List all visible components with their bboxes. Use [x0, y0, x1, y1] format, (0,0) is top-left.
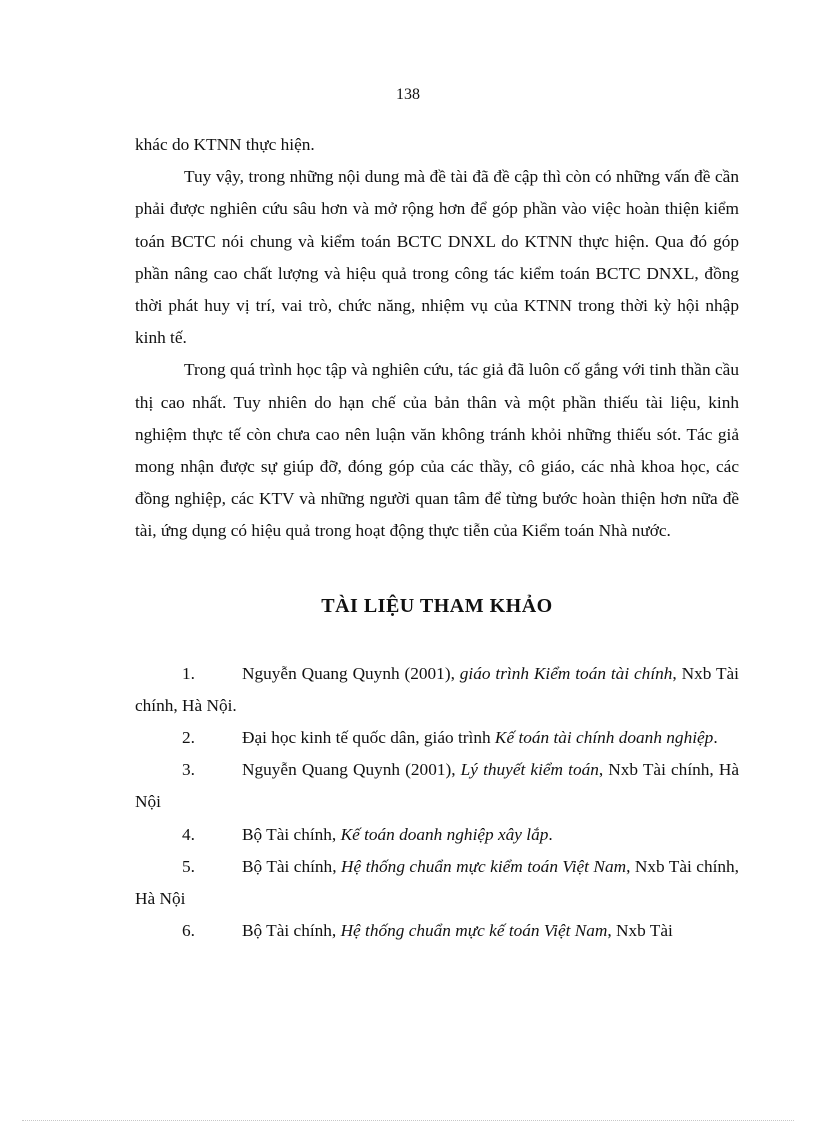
reference-author: Bộ Tài chính,	[242, 824, 341, 844]
reference-title: Kế toán tài chính doanh nghiệp	[494, 728, 714, 748]
reference-publisher: , Nxb Tài	[607, 921, 673, 941]
reference-number: 3.	[182, 760, 195, 780]
reference-number: 5.	[182, 856, 195, 876]
reference-author: Bộ Tài chính,	[242, 921, 341, 941]
document-body	[135, 129, 739, 947]
reference-item	[135, 819, 739, 851]
reference-publisher: .	[548, 824, 553, 844]
reference-number: 4.	[182, 824, 195, 844]
reference-title: Kế toán doanh nghiệp xây lắp	[340, 824, 549, 844]
paragraph-continuation: khác do KTNN thực hiện.	[135, 135, 315, 154]
reference-item	[135, 754, 739, 818]
reference-author: Nguyễn Quang Quynh (2001),	[242, 663, 460, 683]
references-heading: TÀI LIỆU THAM KHẢO	[321, 594, 553, 617]
reference-title: Hệ thống chuẩn mực kế toán Việt Nam	[340, 921, 608, 941]
reference-number: 1.	[182, 663, 195, 683]
page-number: 138	[396, 86, 420, 103]
reference-author: Bộ Tài chính,	[242, 856, 341, 876]
reference-number: 6.	[182, 921, 195, 941]
reference-number: 2.	[182, 728, 195, 748]
page-bottom-rule	[22, 1120, 794, 1121]
reference-publisher: , Nxb Tài chính, Hà Nội	[135, 856, 739, 909]
reference-item	[135, 658, 739, 722]
reference-item	[135, 722, 739, 754]
reference-author: Nguyễn Quang Quynh (2001),	[242, 760, 461, 780]
paragraph-acknowledgement: Trong quá trình học tập và nghiên cứu, tác giả đã luôn cố gắng với tinh thần cầu thị cao nhất. Tuy nhiên do hạn chế của bản thân và một phần thiếu tài liệu, kinh nghiệm thực tế còn chưa cao nên luận văn không tránh khỏi những thiếu sót. Tác giả mong nhận được sự giúp đỡ, đóng góp của các thầy, cô giáo, các nhà khoa học, các đồng nghiệp, các KTV và những người quan tâm để từng bước hoàn thiện hơn nữa đề tài, ứng dụng có hiệu quả trong hoạt động thực tiễn của Kiểm toán Nhà nước.	[135, 360, 739, 541]
paragraph-research-scope: Tuy vậy, trong những nội dung mà đề tài đã đề cập thì còn có những vấn đề cần phải được nghiên cứu sâu hơn và mở rộng hơn để góp phần vào việc hoàn thiện kiểm toán BCTC nói chung và kiểm toán BCTC DNXL do KTNN thực hiện. Qua đó góp phần nâng cao chất lượng và hiệu quả trong công tác kiểm toán BCTC DNXL, đồng thời phát huy vị trí, vai trò, chức năng, nhiệm vụ của KTNN trong thời kỳ hội nhập kinh tế.	[135, 167, 739, 348]
reference-author: Đại học kinh tế quốc dân, giáo trình	[242, 728, 495, 748]
reference-list	[135, 658, 739, 948]
reference-title: Lý thuyết kiểm toán	[460, 760, 599, 780]
reference-item	[135, 915, 739, 947]
reference-publisher: .	[713, 728, 718, 748]
reference-item	[135, 851, 739, 915]
reference-publisher: , Nxb Tài chính, Hà Nội	[135, 760, 739, 812]
reference-title: Hệ thống chuẩn mực kiểm toán Việt Nam	[340, 856, 627, 876]
reference-publisher: , Nxb Tài chính, Hà Nội.	[135, 663, 739, 715]
reference-title: giáo trình Kiểm toán tài chính	[459, 663, 673, 683]
